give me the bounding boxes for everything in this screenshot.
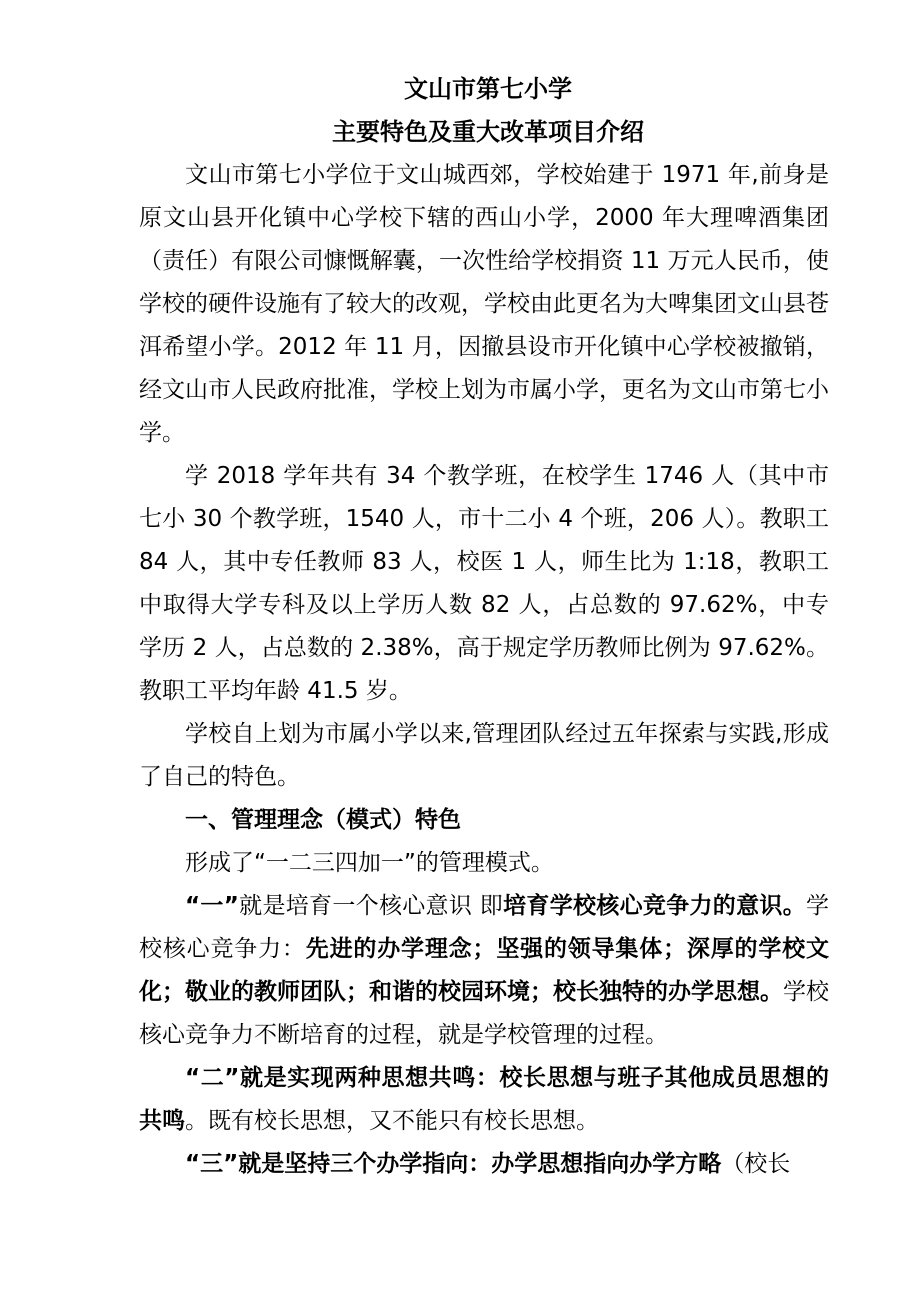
text-three-desc: （校长	[721, 1151, 791, 1177]
document-title-line2: 主要特色及重大改革项目介绍	[332, 118, 644, 146]
bold-two-label: “二”就是实现两种思想共鸣：校长思想与班子其他成员思想的共鸣	[139, 1065, 829, 1134]
document-title-line1: 文山市第七小学	[404, 75, 572, 103]
text-core-process: 学校核心竞争力不断培育的过程，就是学校管理的过程。	[139, 979, 829, 1048]
document-page	[139, 68, 829, 1186]
text-core-competitiveness: 学校核心竞争力：	[139, 893, 830, 962]
bold-core-list: 先进的办学理念；坚强的领导集体；深厚的学校文化；敬业的教师团队；和谐的校园环境；校长独特的办学思想。	[139, 936, 829, 1005]
paragraph-history: 文山市第七小学位于文山城西郊，学校始建于 1971 年,前身是原文山县开化镇中心学校下辖的西山小学，2000 年大理啤酒集团（责任）有限公司慷慨解囊，一次性给学校捐资 11 万元人民币，使学校的硬件设施有了较大的改观，学校由此更名为大啤集团文山县苍洱希望小学。2012 年 11 月，因撤县设市开化镇中心学校被撤销，经文山市人民政府批准，学校上划为市属小学，更名为文山市第七小学。	[139, 162, 829, 446]
bold-one-label: “一”	[185, 893, 239, 919]
paragraph-two-resonance	[139, 1057, 829, 1143]
paragraph-one-core	[139, 885, 829, 1057]
paragraph-three-directions	[139, 1143, 829, 1186]
text-one-desc: 就是培育一个核心意识 即	[238, 893, 504, 919]
bold-three-label: “三”就是坚持三个办学指向：办学思想指向办学方略	[185, 1151, 722, 1177]
text-two-desc: 。既有校长思想，又不能只有校长思想。	[185, 1108, 599, 1134]
paragraph-management-intro: 学校自上划为市属小学以来,管理团队经过五年探索与实践,形成了自己的特色。	[139, 721, 829, 790]
section-heading-management: 一、管理理念（模式）特色	[185, 807, 461, 833]
paragraph-statistics: 学 2018 学年共有 34 个教学班，在校学生 1746 人（其中市七小 30 个教学班，1540 人，市十二小 4 个班，206 人）。教职工 84 人，其中专任教师 83 人，校医 1 人，师生比为 1:18，教职工中取得大学专科及以上学历人数 82 人，占总数的 97.62%，中专学历 2 人，占总数的 2.38%，高于规定学历教师比例为 97.62%。教职工平均年龄 41.5 岁。	[139, 463, 829, 704]
paragraph-model-intro: 形成了“一二三四加一”的管理模式。	[185, 850, 554, 876]
bold-core-awareness: 培育学校核心竞争力的意识。	[503, 893, 807, 919]
